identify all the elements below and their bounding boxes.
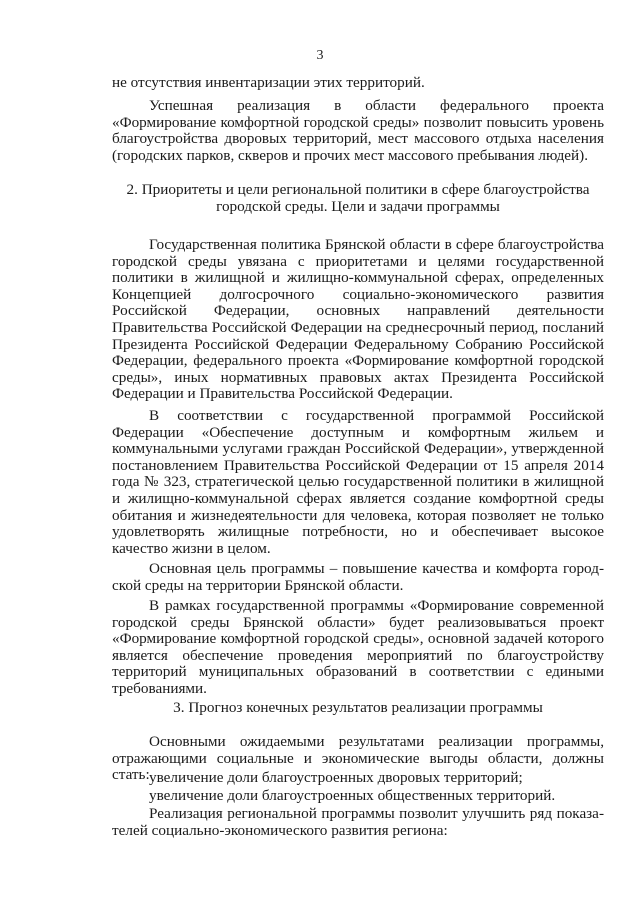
paragraph-indicators: Реализация региональной программы позволит улучшить ряд показателей социально-экономического развития региона:: [112, 805, 604, 839]
page-number: 3: [316, 48, 324, 63]
paragraph-expected-results: Основными ожидаемыми результатами реализации программы, отражающими социальные и экономические выгоды области, должны стать:: [112, 733, 604, 784]
paragraph-continuation: не отсутствия инвентаризации этих территорий.: [112, 74, 425, 91]
list-item-courtyards: увеличение доли благоустроенных дворовых территорий;: [149, 769, 523, 786]
paragraph-project-success: Успешная реализация в области федерального проекта «Формирование комфортной городской среды» позволит повысить уровень благоустройства дворовых территорий, мест массового отдыха населения (городских парков, скверов и прочих мест массового пребывания людей).: [112, 97, 604, 164]
paragraph-main-goal: Основная цель программы – повышение качества и комфорта городской среды на территории Брянской области.: [112, 560, 604, 594]
paragraph-state-program: В соответствии с государственной программой Российской Федерации «Обеспечение доступным и комфортным жильем и коммунальными услугами граждан Российской Федерации», утвержденной постановлением Правительства Российской Федерации от 15 апреля 2014 года № 323, стратегической целью государственной политики в жилищной и жилищно-коммунальной сферах является создание комфортной среды обитания и жизнедеятельности для человека, которая позволяет не только удовлетворять жилищные потребности, но и обеспечивает высокое качество жизни в целом.: [112, 407, 604, 557]
section-heading-3: 3. Прогноз конечных результатов реализации программы: [173, 699, 543, 716]
paragraph-program-framework: В рамках государственной программы «Формирование современной городской среды Брянской области» будет реализовываться проект «Формирование комфортной городской среды», основной задачей которого является обеспечение проведения мероприятий по благоустройству территорий муниципальных образований в соответствии с едиными требованиями.: [112, 597, 604, 697]
paragraph-state-policy: Государственная политика Брянской области в сфере благоустройства городской среды увязана с приоритетами и целями государственной политики в жилищной и жилищно-коммунальной сферах, определенных Концепцией долгосрочного социально-экономического развития Российской Федерации, основных направлений деятельности Правительства Российской Федерации на среднесрочный период, посланий Президента Российской Федерации Федеральному Собранию Российской Федерации, федерального проекта «Формирование комфортной городской среды», иных нормативных правовых актах Президента Российской Федерации и Правительства Российской Федерации.: [112, 236, 604, 403]
list-item-public-spaces: увеличение доли благоустроенных общественных территорий.: [149, 787, 556, 804]
section-heading-2: 2. Приоритеты и цели региональной политики в сфере благоустройства городской среды. Цели и задачи программы: [126, 181, 590, 215]
